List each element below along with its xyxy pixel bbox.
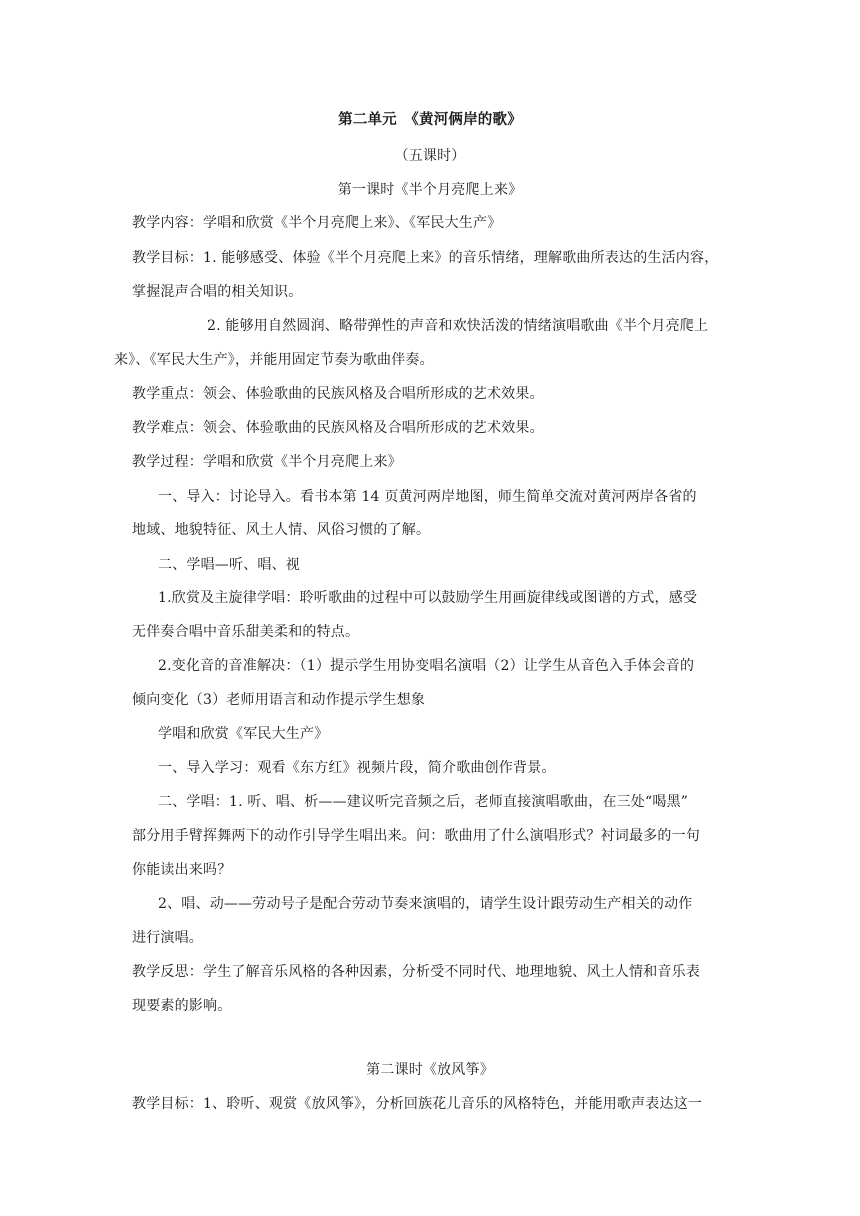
junmin-learn-cont-1: 部分用手臂挥舞两下的动作引导学生唱出来。问：歌曲用了什么演唱形式？衬词最多的一句 — [132, 828, 700, 844]
junmin-learn: 二、学唱：1. 听、唱、析——建议听完音频之后，老师直接演唱歌曲，在三处“喝黑” — [158, 794, 689, 810]
step-learn-2: 2.变化音的音准解决：（1）提示学生用协变唱名演唱（2）让学生从音色入手体会音的 — [158, 658, 695, 674]
junmin-intro: 一、导入学习：观看《东方红》视频片段，简介歌曲创作背景。 — [158, 760, 556, 776]
step-intro: 一、导入：讨论导入。看书本第 14 页黄河两岸地图，师生简单交流对黄河两岸各省的 — [158, 489, 697, 505]
teaching-goal-1: 教学目标：1. 能够感受、体验《半个月亮爬上来》的音乐情绪，理解歌曲所表达的生活内容， — [132, 250, 719, 266]
teaching-difficulty: 教学难点：领会、体验歌曲的民族风格及合唱所形成的艺术效果。 — [132, 420, 544, 436]
lesson1-heading: 第一课时《半个月亮爬上来》 — [337, 182, 523, 198]
step-learn-1-cont: 无伴奏合唱中音乐甜美柔和的特点。 — [132, 624, 360, 640]
unit-title: 第二单元 《黄河俩岸的歌》 — [338, 111, 522, 128]
teaching-reflection: 教学反思：学生了解音乐风格的各种因素，分析受不同时代、地理地貌、风土人情和音乐表 — [132, 964, 700, 980]
junmin-learn-cont-2: 你能读出来吗？ — [132, 862, 232, 878]
lesson2-heading: 第二课时《放风筝》 — [366, 1062, 494, 1078]
teaching-process: 教学过程：学唱和欣赏《半个月亮爬上来》 — [132, 454, 402, 470]
teaching-content: 教学内容：学唱和欣赏《半个月亮爬上来》、《军民大生产》 — [132, 215, 502, 231]
lesson2-teaching-goal: 教学目标：1、聆听、观赏《放风筝》，分析回族花儿音乐的风格特色，并能用歌声表达这一 — [132, 1096, 703, 1112]
step-learn: 二、学唱—听、唱、视 — [158, 557, 300, 573]
teaching-goal-2: 2. 能够用自然圆润、略带弹性的声音和欢快活泼的情绪演唱歌曲《半个月亮爬上 — [207, 318, 709, 334]
step-learn-2-cont: 倾向变化（3）老师用语言和动作提示学生想象 — [132, 692, 426, 708]
teaching-goal-2-cont: 来》、《军民大生产》，并能用固定节奏为歌曲伴奏。 — [114, 352, 434, 368]
teaching-reflection-cont: 现要素的影响。 — [132, 998, 232, 1014]
junmin-sing-move: 2、唱、动——劳动号子是配合劳动节奏来演唱的，请学生设计跟劳动生产相关的动作 — [158, 896, 693, 912]
teaching-goal-1-cont: 掌握混声合唱的相关知识。 — [132, 284, 303, 300]
step-intro-cont: 地域、地貌特征、风土人情、风俗习惯的了解。 — [132, 522, 431, 538]
teaching-focus: 教学重点：领会、体验歌曲的民族风格及合唱所形成的艺术效果。 — [132, 386, 544, 402]
step-learn-1: 1.欣赏及主旋律学唱：聆听歌曲的过程中可以鼓励学生用画旋律线或图谱的方式，感受 — [158, 590, 698, 606]
junmin-sing-move-cont: 进行演唱。 — [132, 930, 203, 946]
section-junmin: 学唱和欣赏《军民大生产》 — [158, 726, 329, 742]
period-count: （五课时） — [394, 148, 466, 164]
